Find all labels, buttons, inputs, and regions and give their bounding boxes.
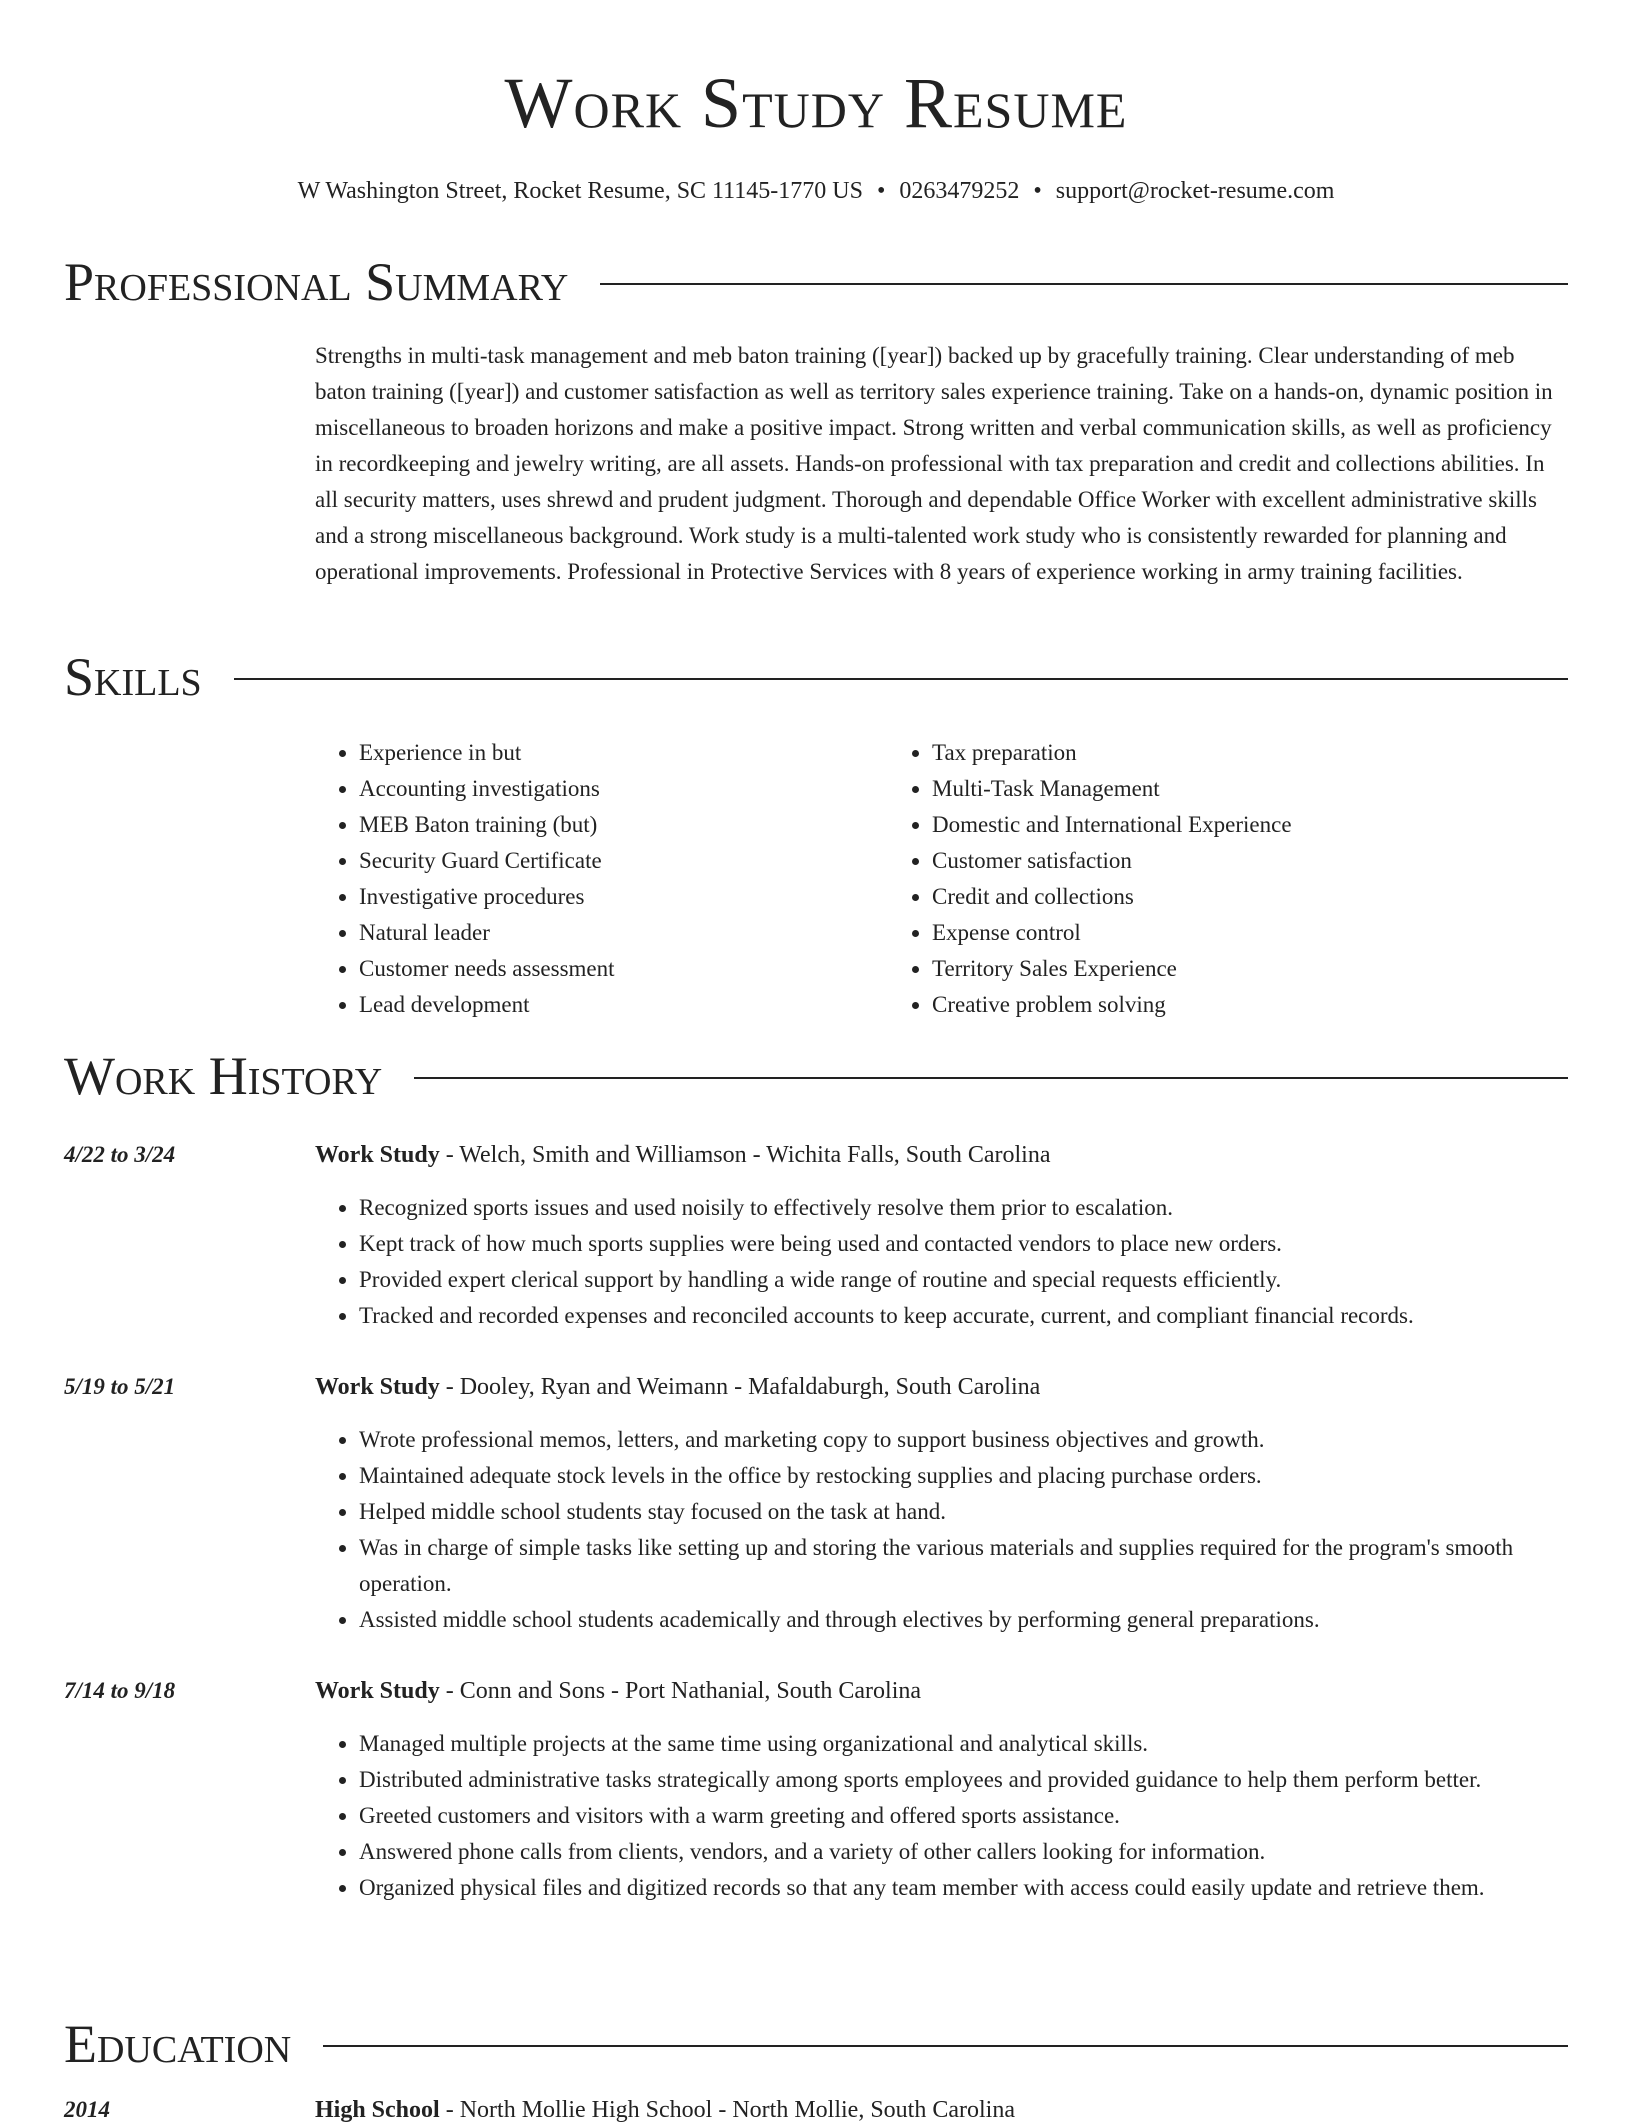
skill-item: • Customer satisfaction bbox=[932, 843, 1568, 879]
work-heading bbox=[315, 1673, 921, 1709]
job-title: Work Study bbox=[315, 1678, 440, 1704]
work-bullet: • Greeted customers and visitors with a warm greeting and offered sports assistance. bbox=[359, 1798, 1568, 1834]
section-header-education bbox=[64, 2012, 1568, 2076]
degree-title: High School bbox=[315, 2097, 440, 2123]
skills-column-right bbox=[888, 735, 1568, 1023]
work-bullets bbox=[315, 1190, 1568, 1334]
skill-item: • Experience in but bbox=[359, 735, 888, 771]
section-divider bbox=[234, 678, 1568, 680]
section-title: Work History bbox=[64, 1046, 383, 1106]
contact-line bbox=[0, 174, 1632, 208]
skill-item: • Expense control bbox=[932, 915, 1568, 951]
skill-item: • Multi-Task Management bbox=[932, 771, 1568, 807]
section-divider bbox=[600, 283, 1568, 285]
contact-phone: 0263479252 bbox=[899, 178, 1020, 204]
work-dates: 5/19 to 5/21 bbox=[64, 1374, 176, 1399]
employer-location: - Dooley, Ryan and Weimann - Mafaldaburgh, South Carolina bbox=[439, 1374, 1041, 1400]
section-title: Professional Summary bbox=[64, 252, 569, 312]
work-dates: 7/14 to 9/18 bbox=[64, 1678, 176, 1703]
work-bullet: • Recognized sports issues and used noisily to effectively resolve them prior to escalation. bbox=[359, 1190, 1568, 1226]
work-bullet: • Kept track of how much sports supplies were being used and contacted vendors to place new orders. bbox=[359, 1226, 1568, 1262]
job-title: Work Study bbox=[315, 1374, 440, 1400]
work-bullet: • Distributed administrative tasks strategically among sports employees and provided guidance to help them perform better. bbox=[359, 1762, 1568, 1798]
education-dates: 2014 bbox=[64, 2097, 110, 2122]
skill-item: • Security Guard Certificate bbox=[359, 843, 888, 879]
skills-list bbox=[315, 735, 1568, 1023]
work-bullet: • Wrote professional memos, letters, and marketing copy to support business objectives and growth. bbox=[359, 1422, 1568, 1458]
employer-location: - Conn and Sons - Port Nathanial, South Carolina bbox=[439, 1678, 922, 1704]
skill-item: • Domestic and International Experience bbox=[932, 807, 1568, 843]
skill-item: • Natural leader bbox=[359, 915, 888, 951]
section-header-skills bbox=[64, 645, 1568, 709]
skill-item: • Investigative procedures bbox=[359, 879, 888, 915]
section-title: Education bbox=[64, 2014, 292, 2074]
skill-item: • Territory Sales Experience bbox=[932, 951, 1568, 987]
job-title: Work Study bbox=[315, 1142, 440, 1168]
school-location: - North Mollie High School - North Mollie, South Carolina bbox=[439, 2097, 1015, 2123]
work-bullet: • Provided expert clerical support by handling a wide range of routine and special requests efficiently. bbox=[359, 1262, 1568, 1298]
skill-item: • MEB Baton training (but) bbox=[359, 807, 888, 843]
education-heading bbox=[315, 2092, 1015, 2128]
skills-column-left bbox=[315, 735, 888, 1023]
work-bullet: • Answered phone calls from clients, vendors, and a variety of other callers looking for information. bbox=[359, 1834, 1568, 1870]
employer-location: - Welch, Smith and Williamson - Wichita Falls, South Carolina bbox=[439, 1142, 1051, 1168]
work-bullet: • Organized physical files and digitized records so that any team member with access could easily update and retrieve them. bbox=[359, 1870, 1568, 1906]
contact-separator: • bbox=[1033, 178, 1042, 204]
skill-item: • Creative problem solving bbox=[932, 987, 1568, 1023]
section-title: Skills bbox=[64, 647, 202, 707]
work-bullet: • Helped middle school students stay focused on the task at hand. bbox=[359, 1494, 1568, 1530]
work-heading bbox=[315, 1369, 1040, 1405]
work-bullets bbox=[315, 1422, 1568, 1638]
section-divider bbox=[323, 2045, 1568, 2047]
work-bullet: • Was in charge of simple tasks like setting up and storing the various materials and supplies required for the program's smooth operation. bbox=[359, 1530, 1568, 1602]
skill-item: • Credit and collections bbox=[932, 879, 1568, 915]
section-header-summary bbox=[64, 250, 1568, 314]
work-heading bbox=[315, 1137, 1050, 1173]
work-bullet: • Tracked and recorded expenses and reconciled accounts to keep accurate, current, and compliant financial records. bbox=[359, 1298, 1568, 1334]
contact-email: support@rocket-resume.com bbox=[1055, 178, 1335, 204]
resume-name: Work Study Resume bbox=[504, 63, 1128, 143]
section-header-work-history bbox=[64, 1044, 1568, 1108]
section-divider bbox=[414, 1077, 1568, 1079]
work-dates: 4/22 to 3/24 bbox=[64, 1142, 176, 1167]
contact-address: W Washington Street, Rocket Resume, SC 11145-1770 US bbox=[297, 178, 863, 204]
work-bullets bbox=[315, 1726, 1568, 1906]
work-bullet: • Assisted middle school students academically and through electives by performing general preparations. bbox=[359, 1602, 1568, 1638]
skill-item: • Customer needs assessment bbox=[359, 951, 888, 987]
skill-item: • Accounting investigations bbox=[359, 771, 888, 807]
skill-item: • Tax preparation bbox=[932, 735, 1568, 771]
contact-separator: • bbox=[876, 178, 886, 204]
skill-item: • Lead development bbox=[359, 987, 888, 1023]
summary-text: Strengths in multi-task management and meb baton training ([year]) backed up by gracefully training. Clear understanding of meb baton training ([year]) and customer satisfaction as well as territory sales experience training. Take on a hands-on, dynamic position in miscellaneous to broaden horizons and make a positive impact. Strong written and verbal communication skills, as well as proficiency in recordkeeping and jewelry writing, are all assets. Hands-on professional with tax preparation and credit and collections abilities. In all security matters, uses shrewd and prudent judgment. Thorough and dependable Office Worker with excellent administrative skills and a strong miscellaneous background. Work study is a multi-talented work study who is consistently rewarded for planning and operational improvements. Professional in Protective Services with 8 years of experience working in army training facilities. bbox=[315, 343, 1553, 584]
work-bullet: • Maintained adequate stock levels in the office by restocking supplies and placing purchase orders. bbox=[359, 1458, 1568, 1494]
work-bullet: • Managed multiple projects at the same time using organizational and analytical skills. bbox=[359, 1726, 1568, 1762]
